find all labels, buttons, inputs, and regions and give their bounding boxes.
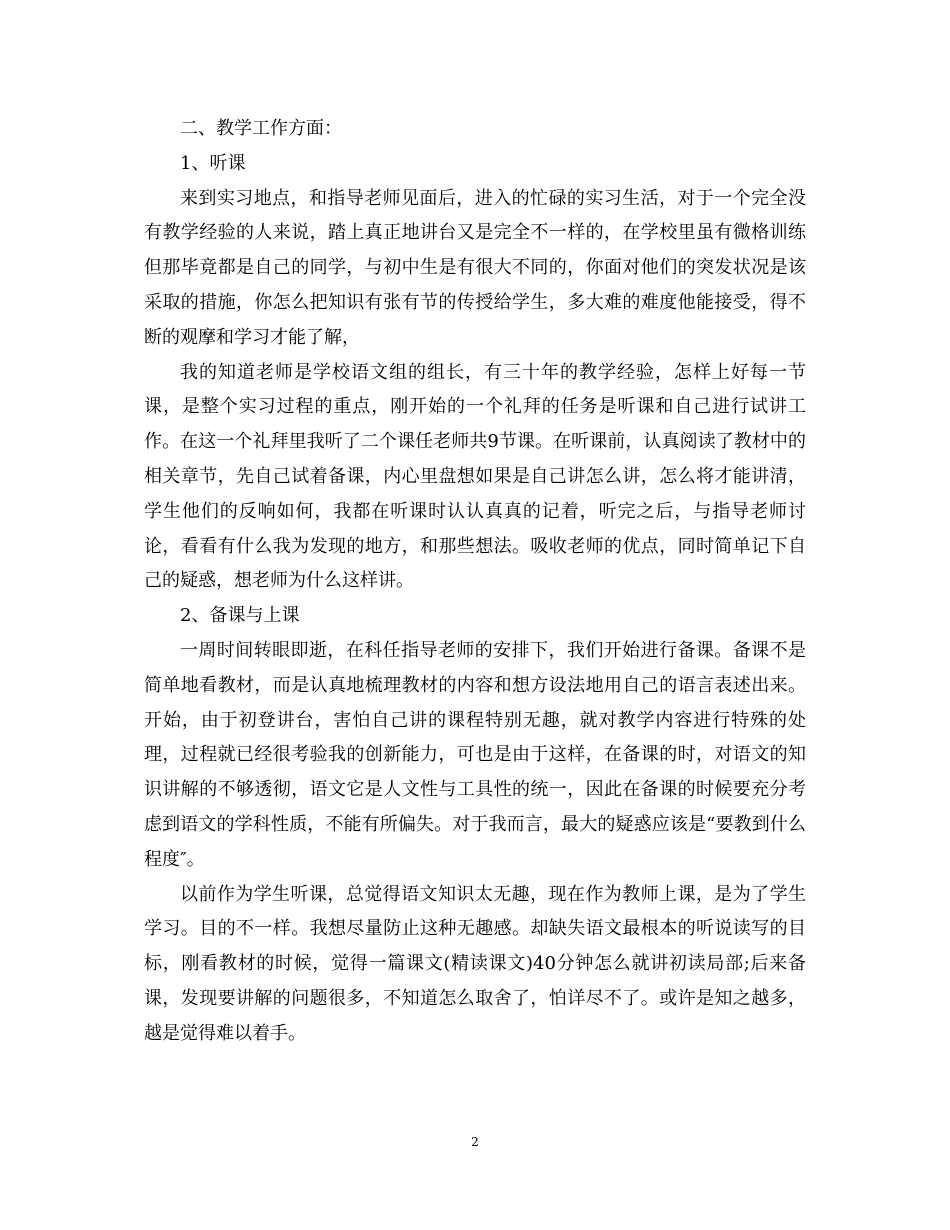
paragraph-mentor-observation: 我的知道老师是学校语文组的组长，有三十年的教学经验，怎样上好每一节课，是整个实习过程的重点，刚开始的一个礼拜的任务是听课和自己进行试讲工作。在这一个礼拜里我听了二个课任老师共9节课。在听课前，认真阅读了教材中的相关章节，先自己试着备课，内心里盘想如果是自己讲怎么讲，怎么将才能讲清，学生他们的反响如何，我都在听课时认认真真的记着，听完之后，与指导老师讨论，看看有什么我为发现的地方，和那些想法。吸收老师的优点，同时简单记下自己的疑惑，想老师为什么这样讲。 [144,361,806,592]
subsection-heading-listening: 1、听课 [180,152,246,174]
section-heading: 二、教学工作方面： [180,118,342,139]
paragraph-internship-start: 来到实习地点，和指导老师见面后，进入的忙碌的实习生活，对于一个完全没有教学经验的人来说，踏上真正地讲台又是完全不一样的，在学校里虽有微格训练但那毕竟都是自己的同学，与初中生是有很大不同的，你面对他们的突发状况是该采取的措施，你怎么把知识有张有节的传授给学生，多大难的难度他能接受，得不断的观摩和学习才能了解， [144,187,806,348]
page-number: 2 [471,1135,479,1149]
page-content [144,112,806,1052]
paragraph-lesson-preparation: 一周时间转眼即逝，在科任指导老师的安排下，我们开始进行备课。备课不是简单地看教材，而是认真地梳理教材的内容和想方设法地用自己的语言表述出来。开始，由于初登讲台，害怕自己讲的课程特别无趣，就对教学内容进行特殊的处理，过程就已经很考验我的创新能力，可也是由于这样，在备课的时，对语文的知识讲解的不够透彻，语文它是人文性与工具性的统一，因此在备课的时候要充分考虑到语文的学科性质，不能有所偏失。对于我而言，最大的疑惑应该是“要教到什么程度″。 [144,639,806,870]
paragraph-teaching-reflection: 以前作为学生听课，总觉得语文知识太无趣，现在作为教师上课，是为了学生学习。目的不一样。我想尽量防止这种无趣感。却缺失语文最根本的听说读写的目标，刚看教材的时候，觉得一篇课文(精读课文)40分钟怎么就讲初读局部;后来备课，发现要讲解的问题很多，不知道怎么取舍了，怕详尽不了。或许是知之越多，越是觉得难以着手。 [144,883,806,1044]
subsection-heading-preparation: 2、备课与上课 [180,605,300,627]
